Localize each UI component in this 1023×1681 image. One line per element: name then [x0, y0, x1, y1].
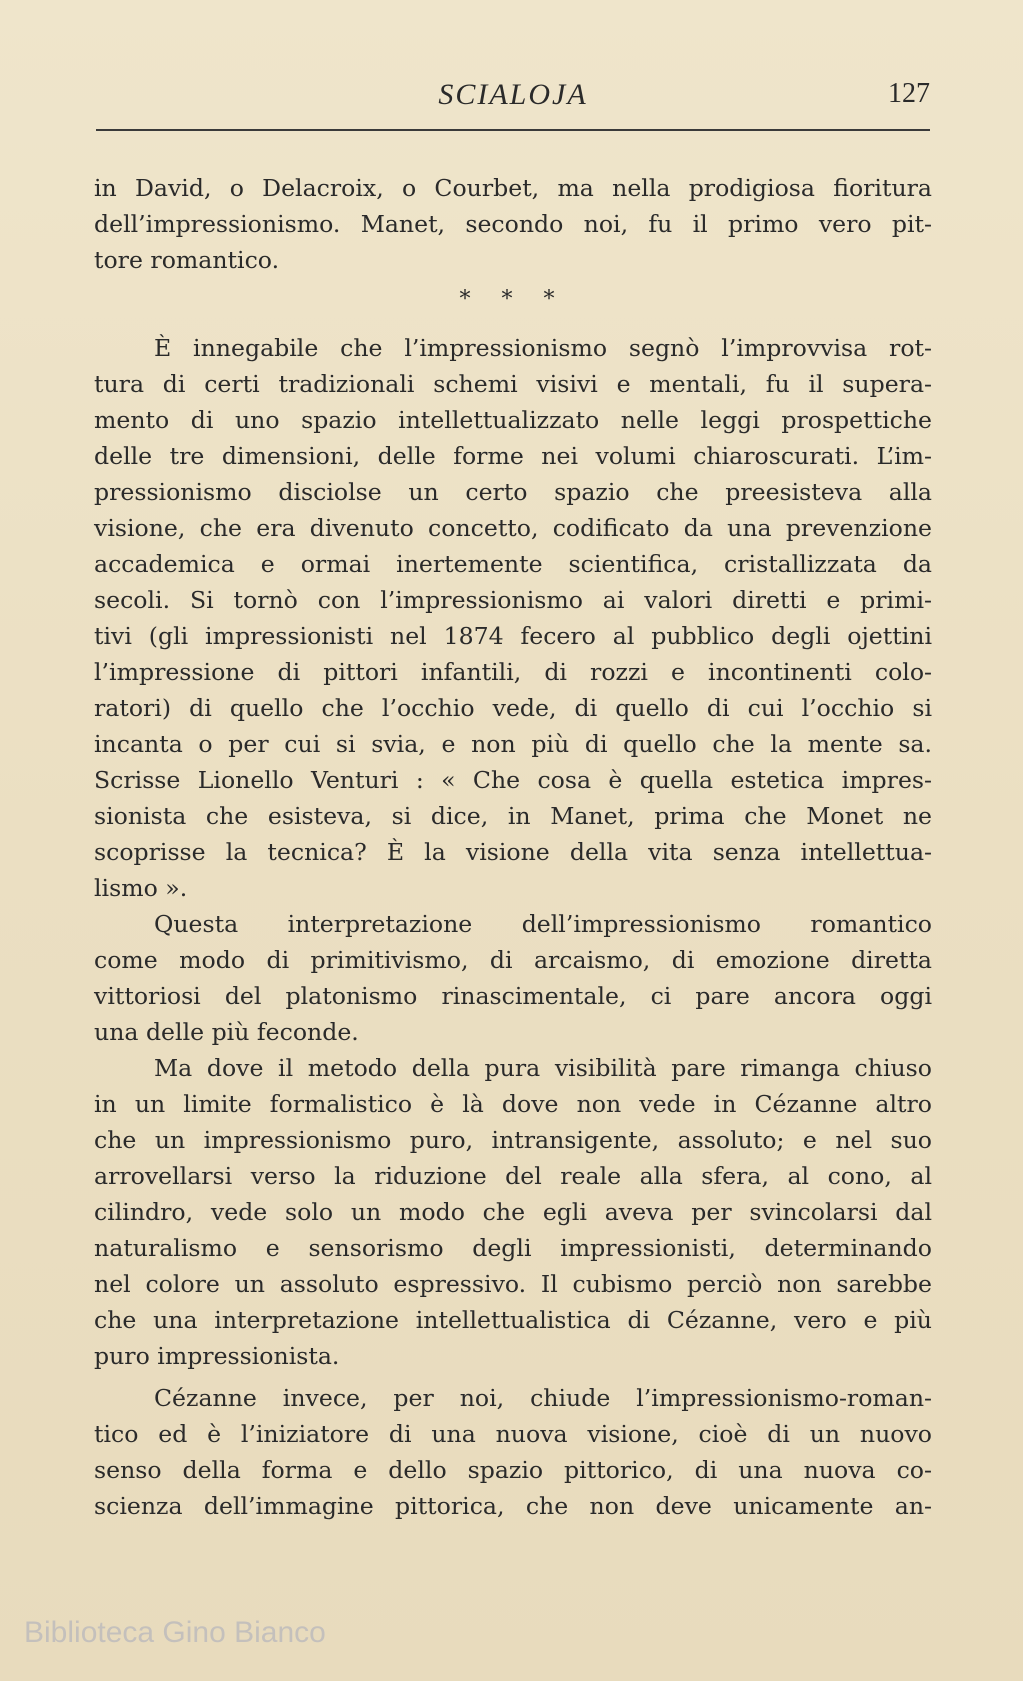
- text-line: arrovellarsi verso la riduzione del reale alla sfera, al cono, al: [94, 1162, 932, 1190]
- paragraph: [94, 1380, 932, 1524]
- text-line: Questa interpretazione dell’impressionismo romantico: [154, 910, 932, 938]
- text-line: secoli. Si tornò con l’impressionismo ai valori diretti e primi-: [94, 586, 932, 614]
- text-line: in David, o Delacroix, o Courbet, ma nella prodigiosa fioritura: [94, 174, 932, 202]
- header-rule: [96, 129, 930, 131]
- text-line-indented: [94, 1050, 932, 1086]
- text-line: in un limite formalistico è là dove non vede in Cézanne altro: [94, 1090, 932, 1118]
- text-line: nel colore un assoluto espressivo. Il cubismo perciò non sarebbe: [94, 1270, 932, 1298]
- page-number: 127: [888, 78, 930, 109]
- paragraph-last-line: [94, 242, 932, 278]
- text-line: che un impressionismo puro, intransigente, assoluto; e nel suo: [94, 1126, 932, 1154]
- text-line: lismo ».: [94, 874, 188, 902]
- text-line: vittoriosi del platonismo rinascimentale, ci pare ancora oggi: [94, 982, 932, 1010]
- paragraph-last-line: [94, 1014, 932, 1050]
- text-line: senso della forma e dello spazio pittorico, di una nuova co-: [94, 1456, 932, 1484]
- text-line-indented: [94, 1380, 932, 1416]
- section-separator: * * *: [459, 287, 567, 312]
- text-line: incanta o per cui si svia, e non più di quello che la mente sa.: [94, 730, 932, 758]
- text-line: l’impressione di pittori infantili, di rozzi e incontinenti colo-: [94, 658, 932, 686]
- text-line-indented: [94, 906, 932, 942]
- text-line: scoprisse la tecnica? È la visione della vita senza intellettua-: [94, 838, 932, 866]
- text-line: accademica e ormai inertemente scientifica, cristallizzata da: [94, 550, 932, 578]
- text-line: visione, che era divenuto concetto, codificato da una prevenzione: [94, 514, 932, 542]
- text-line: tore romantico.: [94, 246, 280, 274]
- text-line: una delle più feconde.: [94, 1018, 359, 1046]
- library-watermark: Biblioteca Gino Bianco: [24, 1616, 326, 1649]
- text-line: cilindro, vede solo un modo che egli aveva per svincolarsi dal: [94, 1198, 932, 1226]
- text-line: È innegabile che l’impressionismo segnò l’improvvisa rot-: [154, 334, 932, 362]
- text-line: naturalismo e sensorismo degli impressionisti, determinando: [94, 1234, 932, 1262]
- paragraph: [94, 1050, 932, 1338]
- text-line: dell’impressionismo. Manet, secondo noi, fu il primo vero pit-: [94, 210, 932, 238]
- paragraph-last-line: [94, 1338, 932, 1374]
- text-line: Ma dove il metodo della pura visibilità pare rimanga chiuso: [154, 1054, 932, 1082]
- text-line: puro impressionista.: [94, 1342, 340, 1370]
- text-line: come modo di primitivismo, di arcaismo, di emozione diretta: [94, 946, 932, 974]
- text-line: tura di certi tradizionali schemi visivi e mentali, fu il supera-: [94, 370, 932, 398]
- text-line: delle tre dimensioni, delle forme nei volumi chiaroscurati. L’im-: [94, 442, 932, 470]
- body-text: [94, 170, 932, 1524]
- text-line: Scrisse Lionello Venturi : « Che cosa è quella estetica impres-: [94, 766, 932, 794]
- text-line: Cézanne invece, per noi, chiude l’impressionismo-roman-: [154, 1384, 932, 1412]
- text-line: mento di uno spazio intellettualizzato nelle leggi prospettiche: [94, 406, 932, 434]
- text-line: scienza dell’immagine pittorica, che non deve unicamente an-: [94, 1492, 932, 1520]
- paragraph: [94, 906, 932, 1014]
- running-title: SCIALOJA: [438, 78, 588, 111]
- running-head: [96, 78, 930, 120]
- paragraph: [94, 330, 932, 870]
- text-line: tico ed è l’iniziatore di una nuova visione, cioè di un nuovo: [94, 1420, 932, 1448]
- text-line: pressionismo disciolse un certo spazio che preesisteva alla: [94, 478, 932, 506]
- text-line-indented: [94, 330, 932, 366]
- text-line: tivi (gli impressionisti nel 1874 fecero al pubblico degli ojettini: [94, 622, 932, 650]
- paragraph: [94, 170, 932, 242]
- text-line: che una interpretazione intellettualistica di Cézanne, vero e più: [94, 1306, 932, 1334]
- text-line: sionista che esisteva, si dice, in Manet, prima che Monet ne: [94, 802, 932, 830]
- paragraph-last-line: [94, 870, 932, 906]
- text-line: ratori) di quello che l’occhio vede, di quello di cui l’occhio si: [94, 694, 932, 722]
